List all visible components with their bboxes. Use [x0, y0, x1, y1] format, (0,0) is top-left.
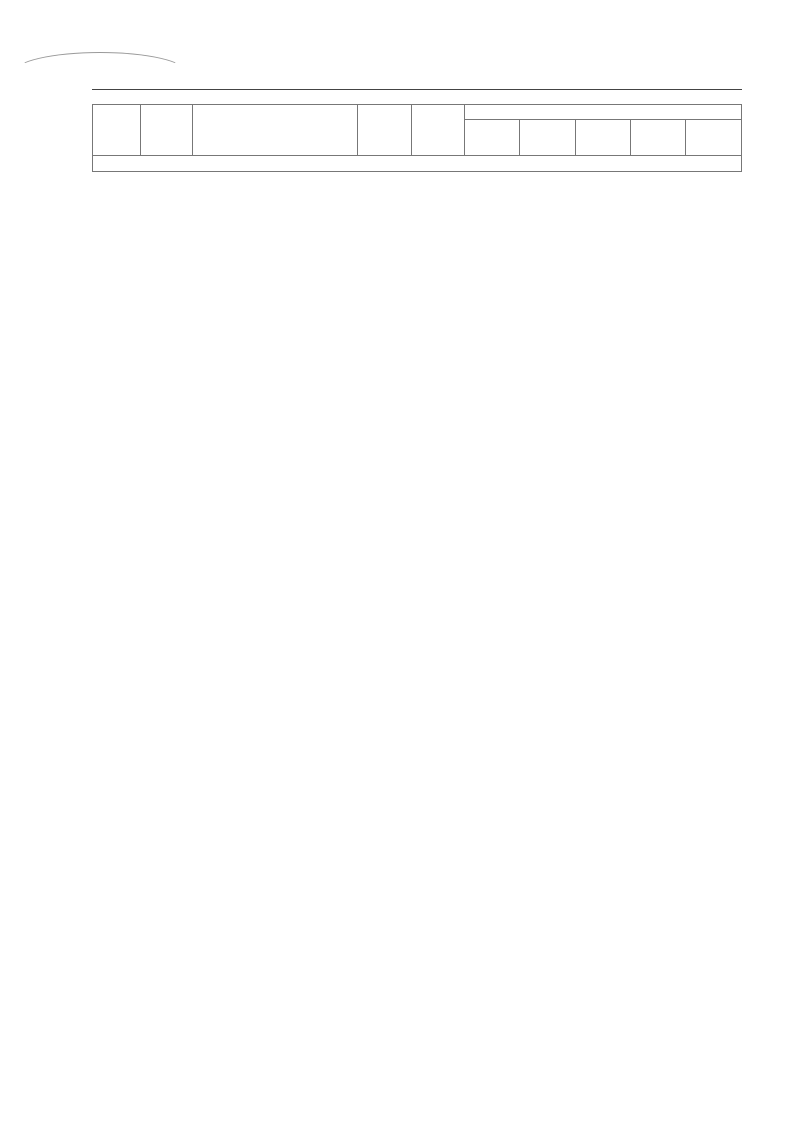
logo-arc-decoration [14, 52, 186, 92]
header-admitted [411, 105, 464, 156]
header-min [520, 120, 575, 156]
admission-table [92, 104, 742, 172]
header-year [93, 105, 141, 156]
page-header [0, 0, 800, 92]
header-plan [358, 105, 411, 156]
header-min-diff [575, 120, 630, 156]
header-avg-diff [686, 120, 742, 156]
header-score-stats [464, 105, 741, 120]
header-name [193, 105, 358, 156]
header-avg [631, 120, 686, 156]
header-code [141, 105, 193, 156]
header-max [464, 120, 519, 156]
header-rule [92, 89, 742, 90]
school-group-label [93, 156, 742, 172]
table-header [93, 105, 742, 156]
table-group-row [93, 156, 742, 172]
